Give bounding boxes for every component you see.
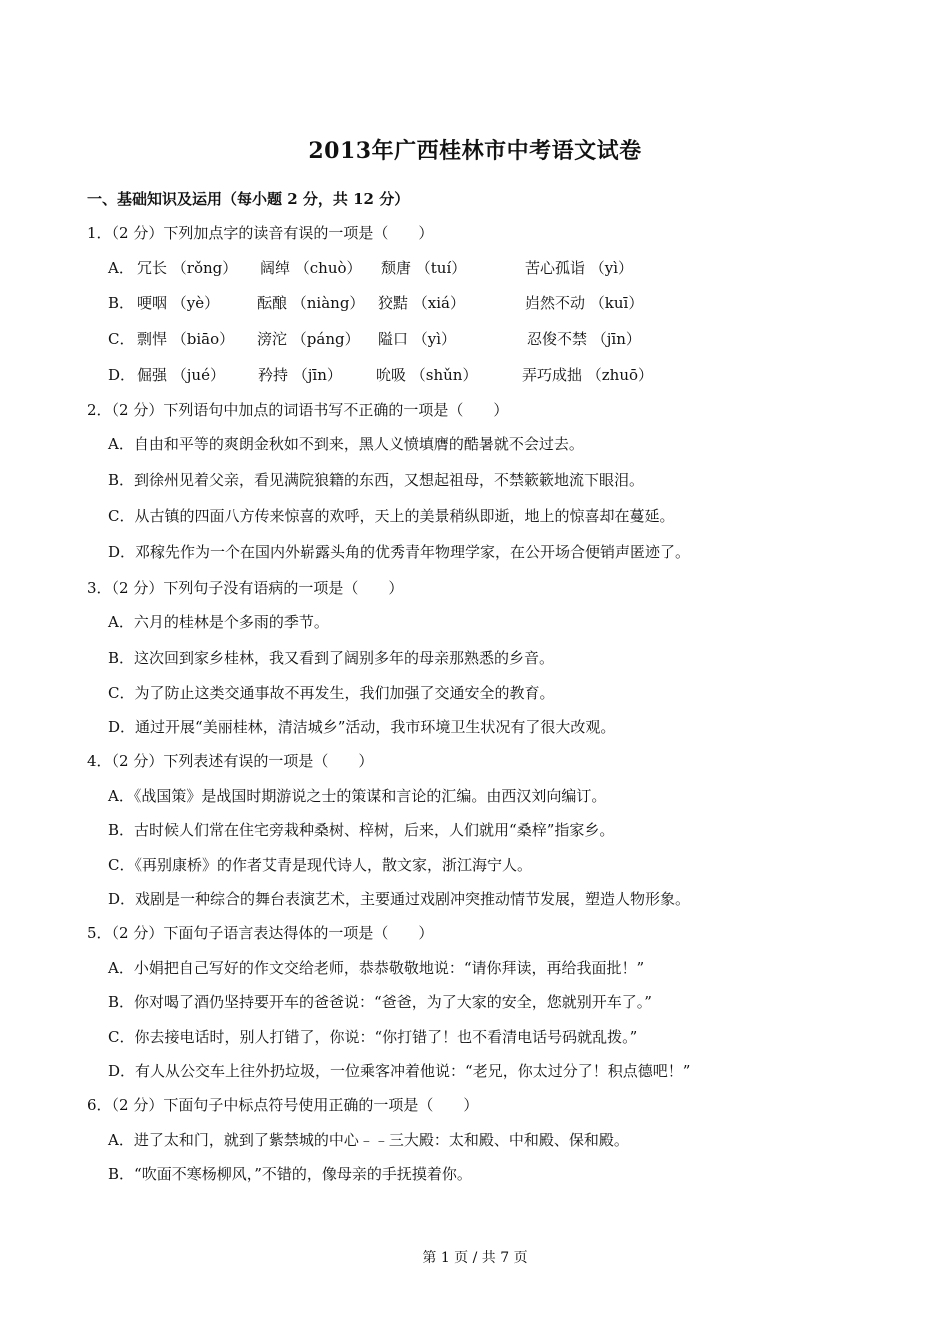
option-word: 哽咽 （yè）: [137, 294, 220, 312]
question-5-option-d: D．有人从公交车上往外扔垃圾，一位乘客冲着他说：“老兄，你太过分了！积点德吧！”: [108, 1062, 691, 1080]
option-word: 剽悍 （biāo）: [137, 330, 235, 348]
option-word: 颓唐 （tuí）: [381, 259, 467, 277]
option-word: 酝酿 （niàng）: [257, 294, 365, 312]
option-word: 苦心孤诣 （yì）: [525, 259, 634, 277]
option-word: 弄巧成拙 （zhuō）: [522, 366, 654, 384]
option-letter: D．: [108, 366, 136, 384]
option-word: 吮吸 （shǔn）: [376, 366, 478, 384]
question-1-option-d: [108, 365, 708, 385]
question-4-option-a: A．《战国策》是战国时期游说之士的策谋和言论的汇编。由西汉刘向编订。: [108, 787, 607, 805]
question-6-option-a: A．进了太和门，就到了紫禁城的中心﹣﹣三大殿：太和殿、中和殿、保和殿。: [108, 1131, 629, 1149]
question-2-option-c: C．从古镇的四面八方传来惊喜的欢呼，天上的美景稍纵即逝，地上的惊喜却在蔓延。: [108, 507, 675, 525]
question-2-option-b: B．到徐州见着父亲，看见满院狼籍的东西，又想起祖母，不禁簌簌地流下眼泪。: [108, 471, 645, 489]
question-2-option-d: D．邓稼先作为一个在国内外崭露头角的优秀青年物理学家，在公开场合便销声匿迹了。: [108, 543, 691, 561]
option-letter: C．: [108, 330, 135, 348]
option-word: 冗长 （rǒng）: [137, 259, 238, 277]
question-6-stem: 6．（2 分）下面句子中标点符号使用正确的一项是（ ）: [87, 1096, 479, 1114]
option-word: 倔强 （jué）: [137, 366, 225, 384]
option-word: 忍俊不禁 （jīn）: [527, 330, 641, 348]
question-5-option-c: C．你去接电话时，别人打错了，你说：“你打错了！也不看清电话号码就乱拨。”: [108, 1028, 638, 1046]
question-3-option-c: C．为了防止这类交通事故不再发生，我们加强了交通安全的教育。: [108, 684, 555, 702]
question-1-option-a: [108, 258, 708, 278]
question-1-stem: 1．（2 分）下列加点字的读音有误的一项是（ ）: [87, 224, 434, 242]
question-2-stem: 2．（2 分）下列语句中加点的词语书写不正确的一项是（ ）: [87, 401, 509, 419]
question-3-option-b: B．这次回到家乡桂林，我又看到了阔别多年的母亲那熟悉的乡音。: [108, 649, 555, 667]
question-6-option-b: B．“吹面不寒杨柳风，”不错的，像母亲的手抚摸着你。: [108, 1165, 472, 1183]
option-letter: A．: [108, 259, 134, 277]
option-word: 滂沱 （páng）: [257, 330, 360, 348]
option-word: 阔绰 （chuò）: [260, 259, 362, 277]
question-1-option-b: [108, 293, 708, 313]
option-letter: B．: [108, 294, 135, 312]
page-footer: 第 1 页 / 共 7 页: [422, 1250, 528, 1266]
question-3-option-a: A．六月的桂林是个多雨的季节。: [108, 613, 329, 631]
option-word: 岿然不动 （kuī）: [525, 294, 644, 312]
option-word: 狡黠 （xiá）: [378, 294, 465, 312]
question-1-option-c: [108, 329, 708, 349]
question-4-option-b: B．古时候人们常在住宅旁栽种桑树、梓树，后来，人们就用“桑梓”指家乡。: [108, 821, 615, 839]
question-3-stem: 3．（2 分）下列句子没有语病的一项是（ ）: [87, 579, 404, 597]
question-3-option-d: D．通过开展“美丽桂林，清洁城乡”活动，我市环境卫生状况有了很大改观。: [108, 718, 616, 736]
section-heading: 一、基础知识及运用（每小题 2 分，共 12 分）: [87, 190, 410, 208]
question-4-stem: 4．（2 分）下列表述有误的一项是（ ）: [87, 752, 374, 770]
question-5-option-b: B．你对喝了酒仍坚持要开车的爸爸说：“爸爸，为了大家的安全，您就别开车了。”: [108, 993, 652, 1011]
question-5-stem: 5．（2 分）下面句子语言表达得体的一项是（ ）: [87, 924, 434, 942]
question-2-option-a: A．自由和平等的爽朗金秋如不到来，黑人义愤填膺的酷暑就不会过去。: [108, 435, 584, 453]
option-word: 矜持 （jīn）: [258, 366, 342, 384]
question-5-option-a: A．小娟把自己写好的作文交给老师，恭恭敬敬地说：“请你拜读，再给我面批！”: [108, 959, 645, 977]
question-4-option-c: C．《再别康桥》的作者艾青是现代诗人，散文家，浙江海宁人。: [108, 856, 532, 874]
question-4-option-d: D．戏剧是一种综合的舞台表演艺术，主要通过戏剧冲突推动情节发展，塑造人物形象。: [108, 890, 691, 908]
option-word: 隘口 （yì）: [378, 330, 457, 348]
page-title: 2013年广西桂林市中考语文试卷: [308, 138, 642, 164]
